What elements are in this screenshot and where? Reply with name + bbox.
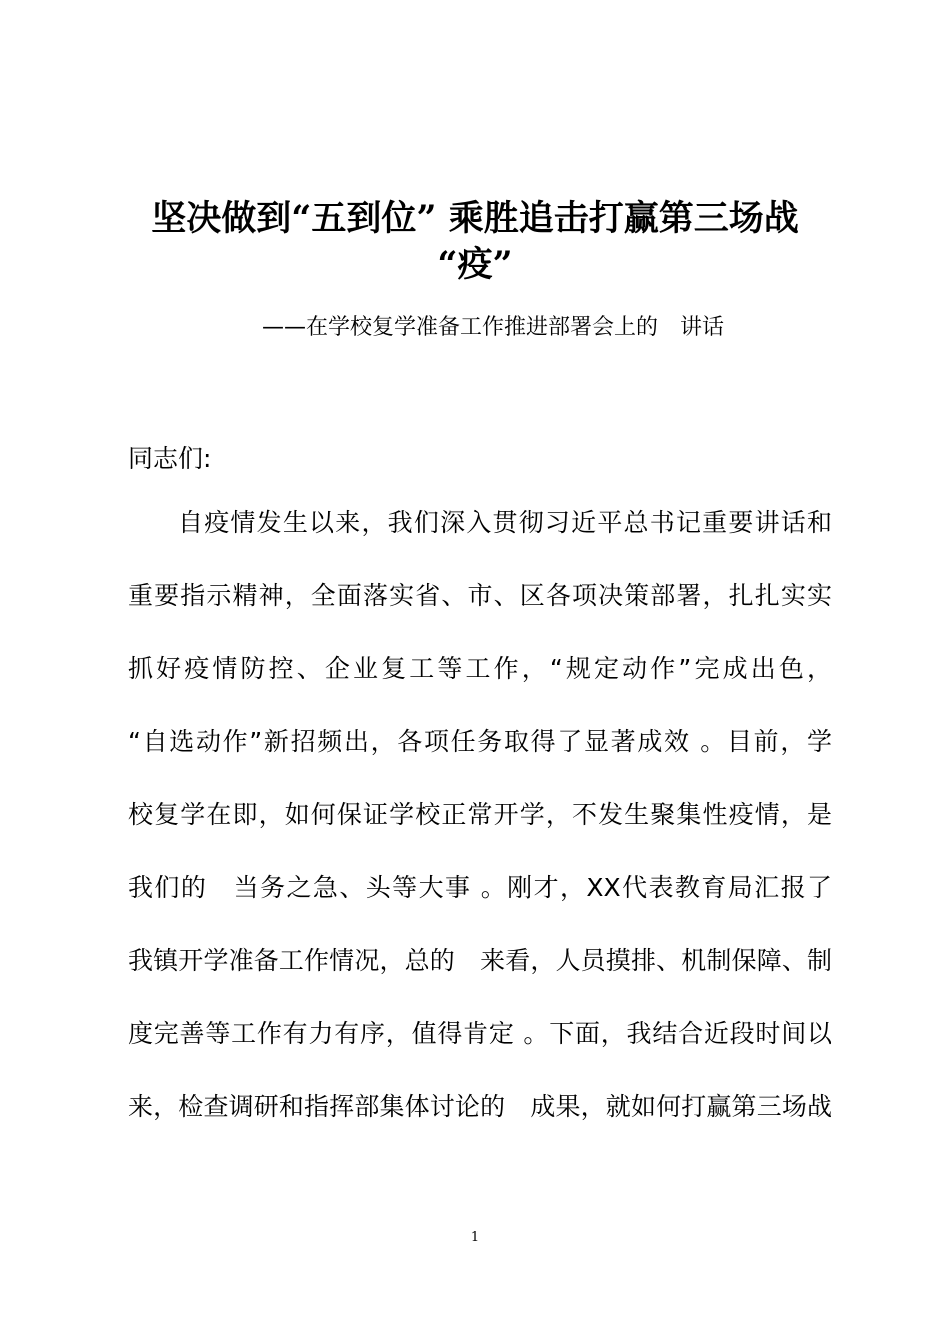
body-line-1: 自疫情发生以来，我们深入贯彻习近平总书记重要讲话和 — [178, 508, 832, 537]
body-line-7: 我镇开学准备工作情况，总的 来看，人员摸排、机制保障、制 — [128, 946, 832, 975]
body-line-2: 重要指示精神，全面落实省、市、区各项决策部署，扎扎实实 — [128, 581, 832, 610]
body-line-6: 我们的 当务之急、头等大事 。刚才，XX代表教育局汇报了 — [128, 873, 832, 902]
salutation: 同志们: — [128, 444, 212, 473]
document-title — [100, 196, 850, 288]
body-line-5: 校复学在即，如何保证学校正常开学，不发生聚集性疫情，是 — [128, 800, 832, 829]
body-line-9: 来，检查调研和指挥部集体讨论的 成果，就如何打赢第三场战 — [128, 1092, 832, 1121]
title-line-2: “疫” — [437, 244, 513, 285]
page-number: 1 — [470, 1230, 480, 1245]
body-line-8: 度完善等工作有力有序，值得肯定 。下面，我结合近段时间以 — [128, 1019, 832, 1048]
document-subtitle: ——在学校复学准备工作推进部署会上的 讲话 — [262, 315, 725, 340]
title-line-1: 坚决做到“五到位” 乘胜追击打赢第三场战 — [151, 198, 799, 239]
body-line-4: “自选动作”新招频出，各项任务取得了显著成效 。目前，学 — [128, 727, 832, 756]
body-line-3: 抓好疫情防控、企业复工等工作，“规定动作”完成出色， — [128, 654, 832, 683]
